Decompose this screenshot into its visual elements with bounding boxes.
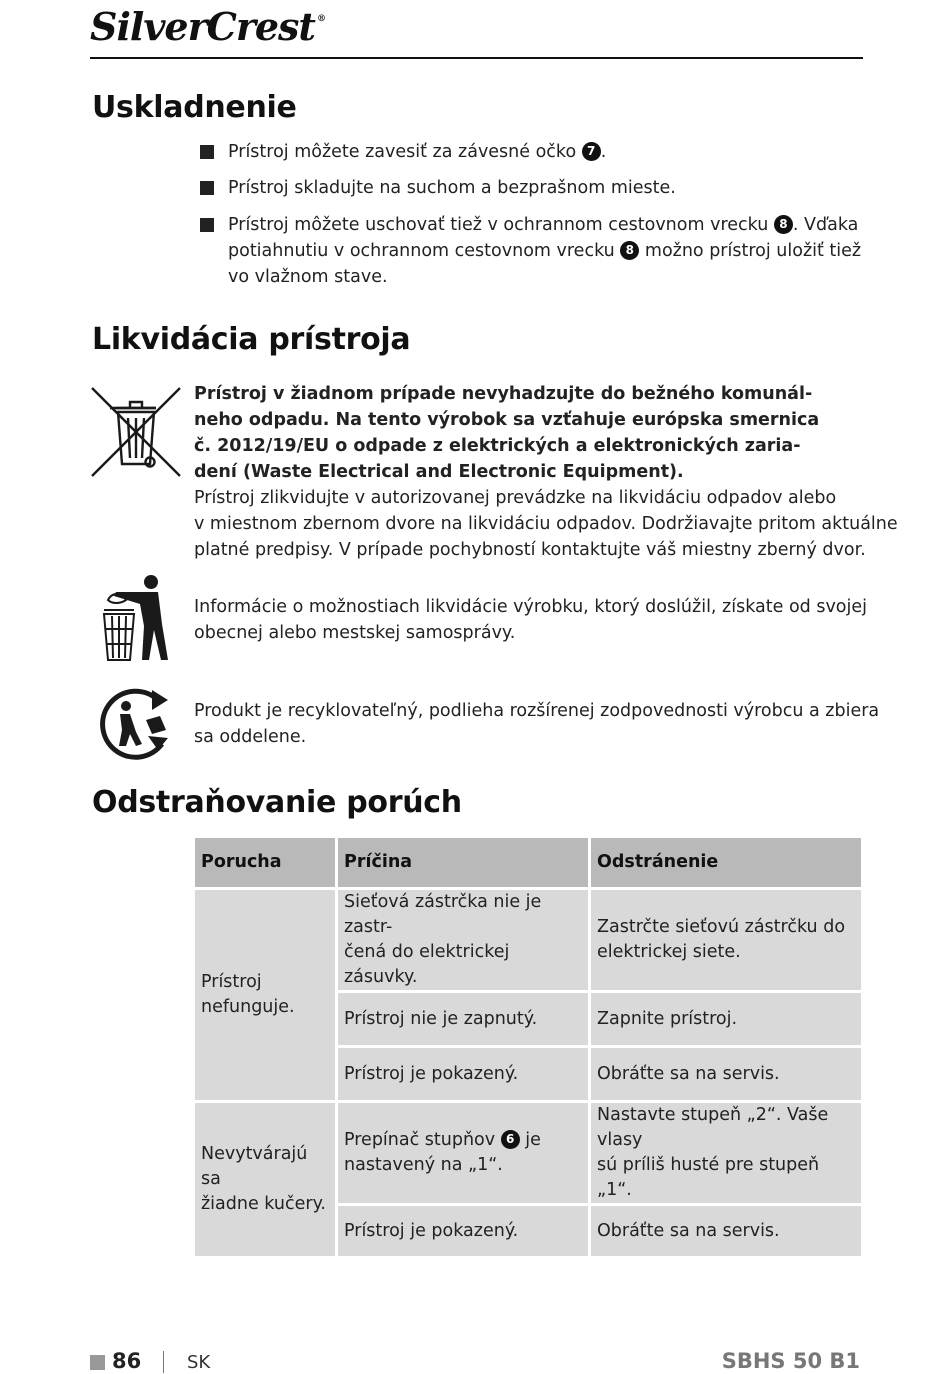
remedy-cell: Nastavte stupeň „2“. Vaše vlasy sú príliš husté pre stupeň „1“.: [591, 1103, 861, 1206]
header-rule: [90, 57, 863, 59]
bullet-icon: [200, 218, 214, 232]
bullet-icon: [200, 145, 214, 159]
logo-text: SilverCrest: [90, 4, 315, 49]
info-notice: Informácie o možnostiach likvidácie výrobku, ktorý doslúžil, získate od svojej obecnej alebo mestskej samosprávy.: [194, 597, 868, 643]
remedy-cell: Obráťte sa na servis.: [591, 1048, 861, 1103]
table-header-row: [195, 838, 861, 890]
callout-number: 6: [501, 1130, 520, 1149]
recycle-icon: [96, 686, 174, 762]
cause-cell: Sieťová zástrčka nie je zastr- čená do elektrickej zásuvky.: [338, 890, 591, 993]
storage-item-3: Prístroj môžete uschovať tiež v ochrannom cestovnom vrecku 8 . Vďaka potiahnutiu v ochrannom cestovnom vrecku 8 možno prístroj uložiť tiež vo vlažnom stave.: [228, 215, 862, 287]
storage-title: Uskladnenie: [92, 90, 297, 125]
footer-square-icon: [90, 1355, 105, 1370]
cause-cell: Prístroj je pokazený.: [338, 1048, 591, 1103]
storage-item-2: Prístroj skladujte na suchom a bezprašnom mieste.: [228, 178, 676, 198]
registered-mark: ®: [316, 14, 325, 24]
table-row: [195, 890, 861, 993]
storage-item-1: Prístroj môžete zavesiť za závesné očko 7 .: [228, 142, 607, 162]
column-header: Príčina: [338, 838, 591, 890]
disposal-title: Likvidácia prístroja: [92, 322, 411, 357]
callout-number: 8: [774, 215, 793, 234]
column-header: Odstránenie: [591, 838, 861, 890]
column-header: Porucha: [195, 838, 338, 890]
page-number: 86: [112, 1349, 142, 1373]
cause-cell: Prístroj nie je zapnutý.: [338, 993, 591, 1048]
footer-divider: [163, 1351, 164, 1373]
person-trash-icon: [100, 574, 172, 664]
table-row: [195, 1103, 861, 1206]
fault-cell: Nevytvárajú sa žiadne kučery.: [195, 1103, 338, 1259]
brand-logo: [90, 4, 325, 49]
model-number: SBHS 50 B1: [721, 1349, 860, 1373]
troubleshooting-table: [195, 838, 861, 1259]
cause-cell: Prepínač stupňov 6 je nastavený na „1“.: [338, 1103, 591, 1206]
bullet-icon: [200, 181, 214, 195]
troubleshooting-title: Odstraňovanie porúch: [92, 785, 462, 820]
fault-cell: Prístroj nefunguje.: [195, 890, 338, 1103]
callout-number: 8: [620, 241, 639, 260]
remedy-cell: Zapnite prístroj.: [591, 993, 861, 1048]
remedy-cell: Zastrčte sieťovú zástrčku do elektrickej siete.: [591, 890, 861, 993]
callout-number: 7: [582, 142, 601, 161]
recycle-notice: Produkt je recyklovateľný, podlieha rozšírenej zodpovednosti výrobcu a zbiera sa oddelene.: [194, 701, 880, 747]
crossed-bin-icon: [90, 386, 182, 478]
language-code: SK: [187, 1352, 211, 1373]
cause-cell: Prístroj je pokazený.: [338, 1206, 591, 1259]
remedy-cell: Obráťte sa na servis.: [591, 1206, 861, 1259]
weee-notice: Prístroj v žiadnom prípade nevyhadzujte do bežného komunál- neho odpadu. Na tento výrobok sa vzťahuje európska smernica č. 2012/19/EU o odpade z elektrických a elektronických zaria- dení (Waste Electrical and Electronic Equipment). Prístroj zlikvidujte v autorizovanej prevádzke na likvidáciu odpadov alebo v miestnom zbernom dvore na likvidáciu odpadov. Dodržiavajte pritom aktuálne platné predpisy. V prípade pochybností kontaktujte váš miestny zberný dvor.: [194, 384, 898, 560]
